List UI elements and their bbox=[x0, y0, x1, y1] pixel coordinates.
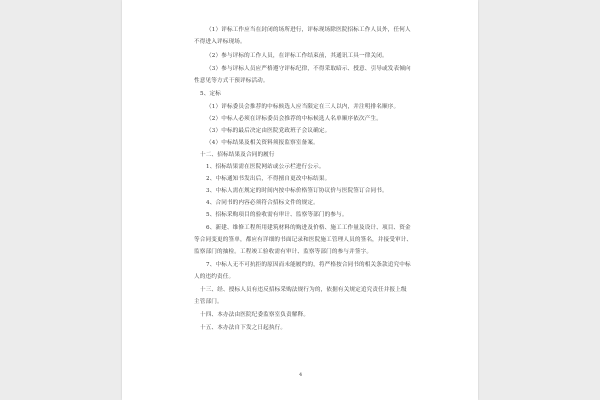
section-heading: 十三、经、授标人员有违反招标采购法规行为的，依据有关规定追究责任并报上级 bbox=[200, 287, 407, 293]
section-heading: 十二、招标结果及合同的履行 bbox=[200, 152, 275, 158]
text-line: （2）中标人必须在评标委员会推荐的中标候选人名单顺序依次产生。 bbox=[206, 116, 383, 122]
text-line: （3）中标的最后决定由医院党政班子会议确定。 bbox=[206, 128, 331, 134]
text-line: （4）中标结果及相关资料须报监察室备案。 bbox=[206, 140, 319, 146]
text-line: 3、中标人需在规定的时间内按中标价格签订协议价与医院签订合同书。 bbox=[206, 188, 388, 194]
text-line: 性意见等方式干预评标活动。 bbox=[194, 78, 269, 84]
text-line: 主管部门。 bbox=[194, 299, 223, 305]
text-line: 等合同变更的签单，都应有详细的书面记录和医院施工管理人员的签名，并接受审计、 bbox=[194, 237, 413, 243]
section-heading: 5、定标 bbox=[200, 91, 221, 97]
text-line: 2、中标通知书发出后，不得擅自更改中标结果。 bbox=[206, 176, 331, 182]
section-heading: 十四、本办法由医院纪委监察室负责解释。 bbox=[200, 312, 310, 318]
text-line: 监察部门的抽检。工程竣工验收需有审计、监察等部门的参与并签字。 bbox=[194, 249, 373, 255]
text-line: 人的违约责任。 bbox=[194, 274, 235, 280]
section-heading: 十五、本办法自下发之日起执行。 bbox=[200, 325, 287, 331]
text-line: 4、合同书的内容必须符合招标文件的规定。 bbox=[206, 200, 319, 206]
text-line: 5、招标采购项目的验收需有审计、监察等部门的参与。 bbox=[206, 212, 348, 218]
text-line: 6、新建、维修工程所用建筑材料的购进及价格、施工工作量及设计、项目、资金 bbox=[206, 225, 411, 231]
text-line: 1、招标结果需在医院网站或公示栏进行公示。 bbox=[206, 164, 325, 170]
text-line: （2）参与评标的工作人员，在评标工作结束前，其通讯工具一律关闭。 bbox=[206, 53, 388, 59]
text-line: 不得进入评标现场。 bbox=[194, 39, 246, 45]
text-line: （1）评标委员会推荐的中标候选人应当限定在三人以内，并注明排名顺序。 bbox=[206, 104, 400, 110]
text-line: （3）参与评标人员应严格遵守评标纪律，不得采取暗示、授意、引导或发表倾向 bbox=[206, 66, 411, 72]
text-line: （1）评标工作应当在封闭的场所进行，评标现场除医院招标工作人员外，任何人 bbox=[206, 27, 411, 33]
document-page bbox=[122, 0, 478, 400]
page-number: 4 bbox=[299, 372, 303, 378]
text-line: 7、中标人无不可抗拒的原因而未能履约的，将严格按合同书的相关条款追究中标 bbox=[206, 262, 411, 268]
